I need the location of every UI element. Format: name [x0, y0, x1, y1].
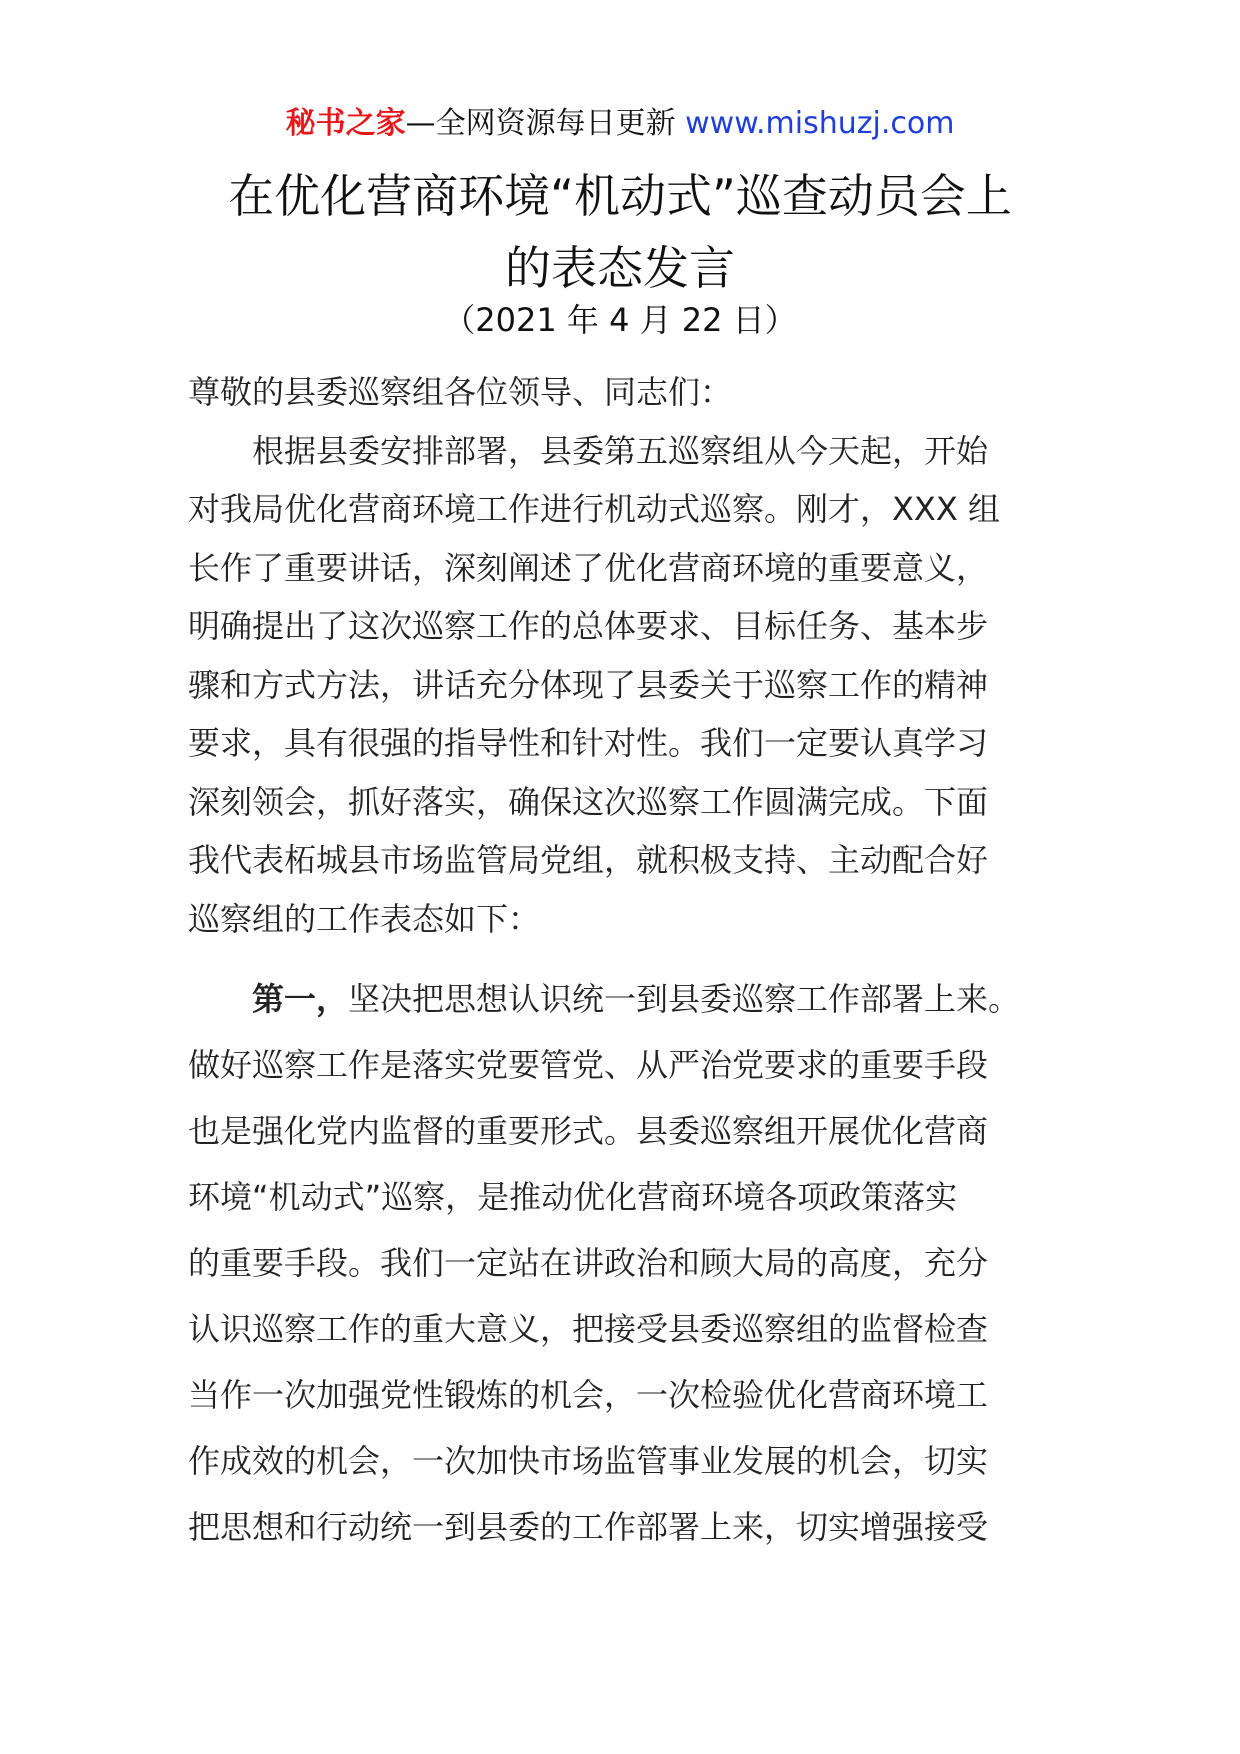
- paragraph-2-first-line-text: 坚决把思想认识统一到县委巡察工作部署上来。: [348, 980, 1021, 1018]
- paragraph-1-line: 深刻领会，抓好落实，确保这次巡察工作圆满完成。下面: [188, 782, 989, 821]
- document-title: [0, 160, 1240, 304]
- paragraph-1-line: 长作了重要讲话，深刻阐述了优化营商环境的重要意义，: [188, 548, 989, 587]
- paragraph-2: [188, 966, 1068, 1560]
- paragraph-2-lead: 第一，: [188, 980, 349, 1018]
- paragraph-2-line: 认识巡察工作的重大意义，把接受县委巡察组的监督检查: [188, 1310, 989, 1348]
- paragraph-2-line: 做好巡察工作是落实党要管党、从严治党要求的重要手段: [188, 1046, 989, 1084]
- paragraph-2-line: 作成效的机会，一次加快市场监管事业发展的机会，切实: [188, 1442, 989, 1480]
- paragraph-1-line: 根据县委安排部署，县委第五巡察组从今天起，开始: [188, 431, 989, 470]
- salutation-and-intro: [188, 363, 1068, 948]
- paragraph-1-line: 对我局优化营商环境工作进行机动式巡察。刚才，XXX 组: [188, 490, 1000, 528]
- title-line-2: 的表态发言: [505, 241, 735, 295]
- paragraph-1-line: 要求，具有很强的指导性和针对性。我们一定要认真学习: [188, 724, 989, 762]
- paragraph-2-line: 也是强化党内监督的重要形式。县委巡察组开展优化营商: [188, 1112, 989, 1150]
- paragraph-2-line: 当作一次加强党性锻炼的机会，一次检验优化营商环境工: [188, 1376, 989, 1414]
- paragraph-1-line: 明确提出了这次巡察工作的总体要求、目标任务、基本步: [188, 607, 989, 645]
- paragraph-2-line: 的重要手段。我们一定站在讲政治和顾大局的高度，充分: [188, 1244, 989, 1282]
- title-line-1: 在优化营商环境“机动式”巡查动员会上: [228, 169, 1012, 223]
- site-url-link[interactable]: www.mishuzj.com: [685, 106, 955, 141]
- paragraph-2-line: 环境“机动式”巡察，是推动优化营商环境各项政策落实: [188, 1178, 958, 1216]
- paragraph-1-line: 巡察组的工作表态如下：: [188, 899, 541, 938]
- paragraph-2-line: 把思想和行动统一到县委的工作部署上来，切实增强接受: [188, 1508, 989, 1546]
- paragraph-1-line: 骤和方式方法，讲话充分体现了县委关于巡察工作的精神: [188, 665, 989, 704]
- brand-name: 秘书之家: [285, 106, 406, 141]
- salutation: 尊敬的县委巡察组各位领导、同志们：: [188, 373, 733, 411]
- paragraph-2-first-line: [188, 966, 1068, 1032]
- site-banner: [0, 100, 1240, 148]
- banner-tagline: —全网资源每日更新: [405, 106, 676, 141]
- paragraph-1-line: 我代表柘城县市场监管局党组，就积极支持、主动配合好: [188, 841, 989, 879]
- document-date: （2021 年 4 月 22 日）: [443, 301, 797, 339]
